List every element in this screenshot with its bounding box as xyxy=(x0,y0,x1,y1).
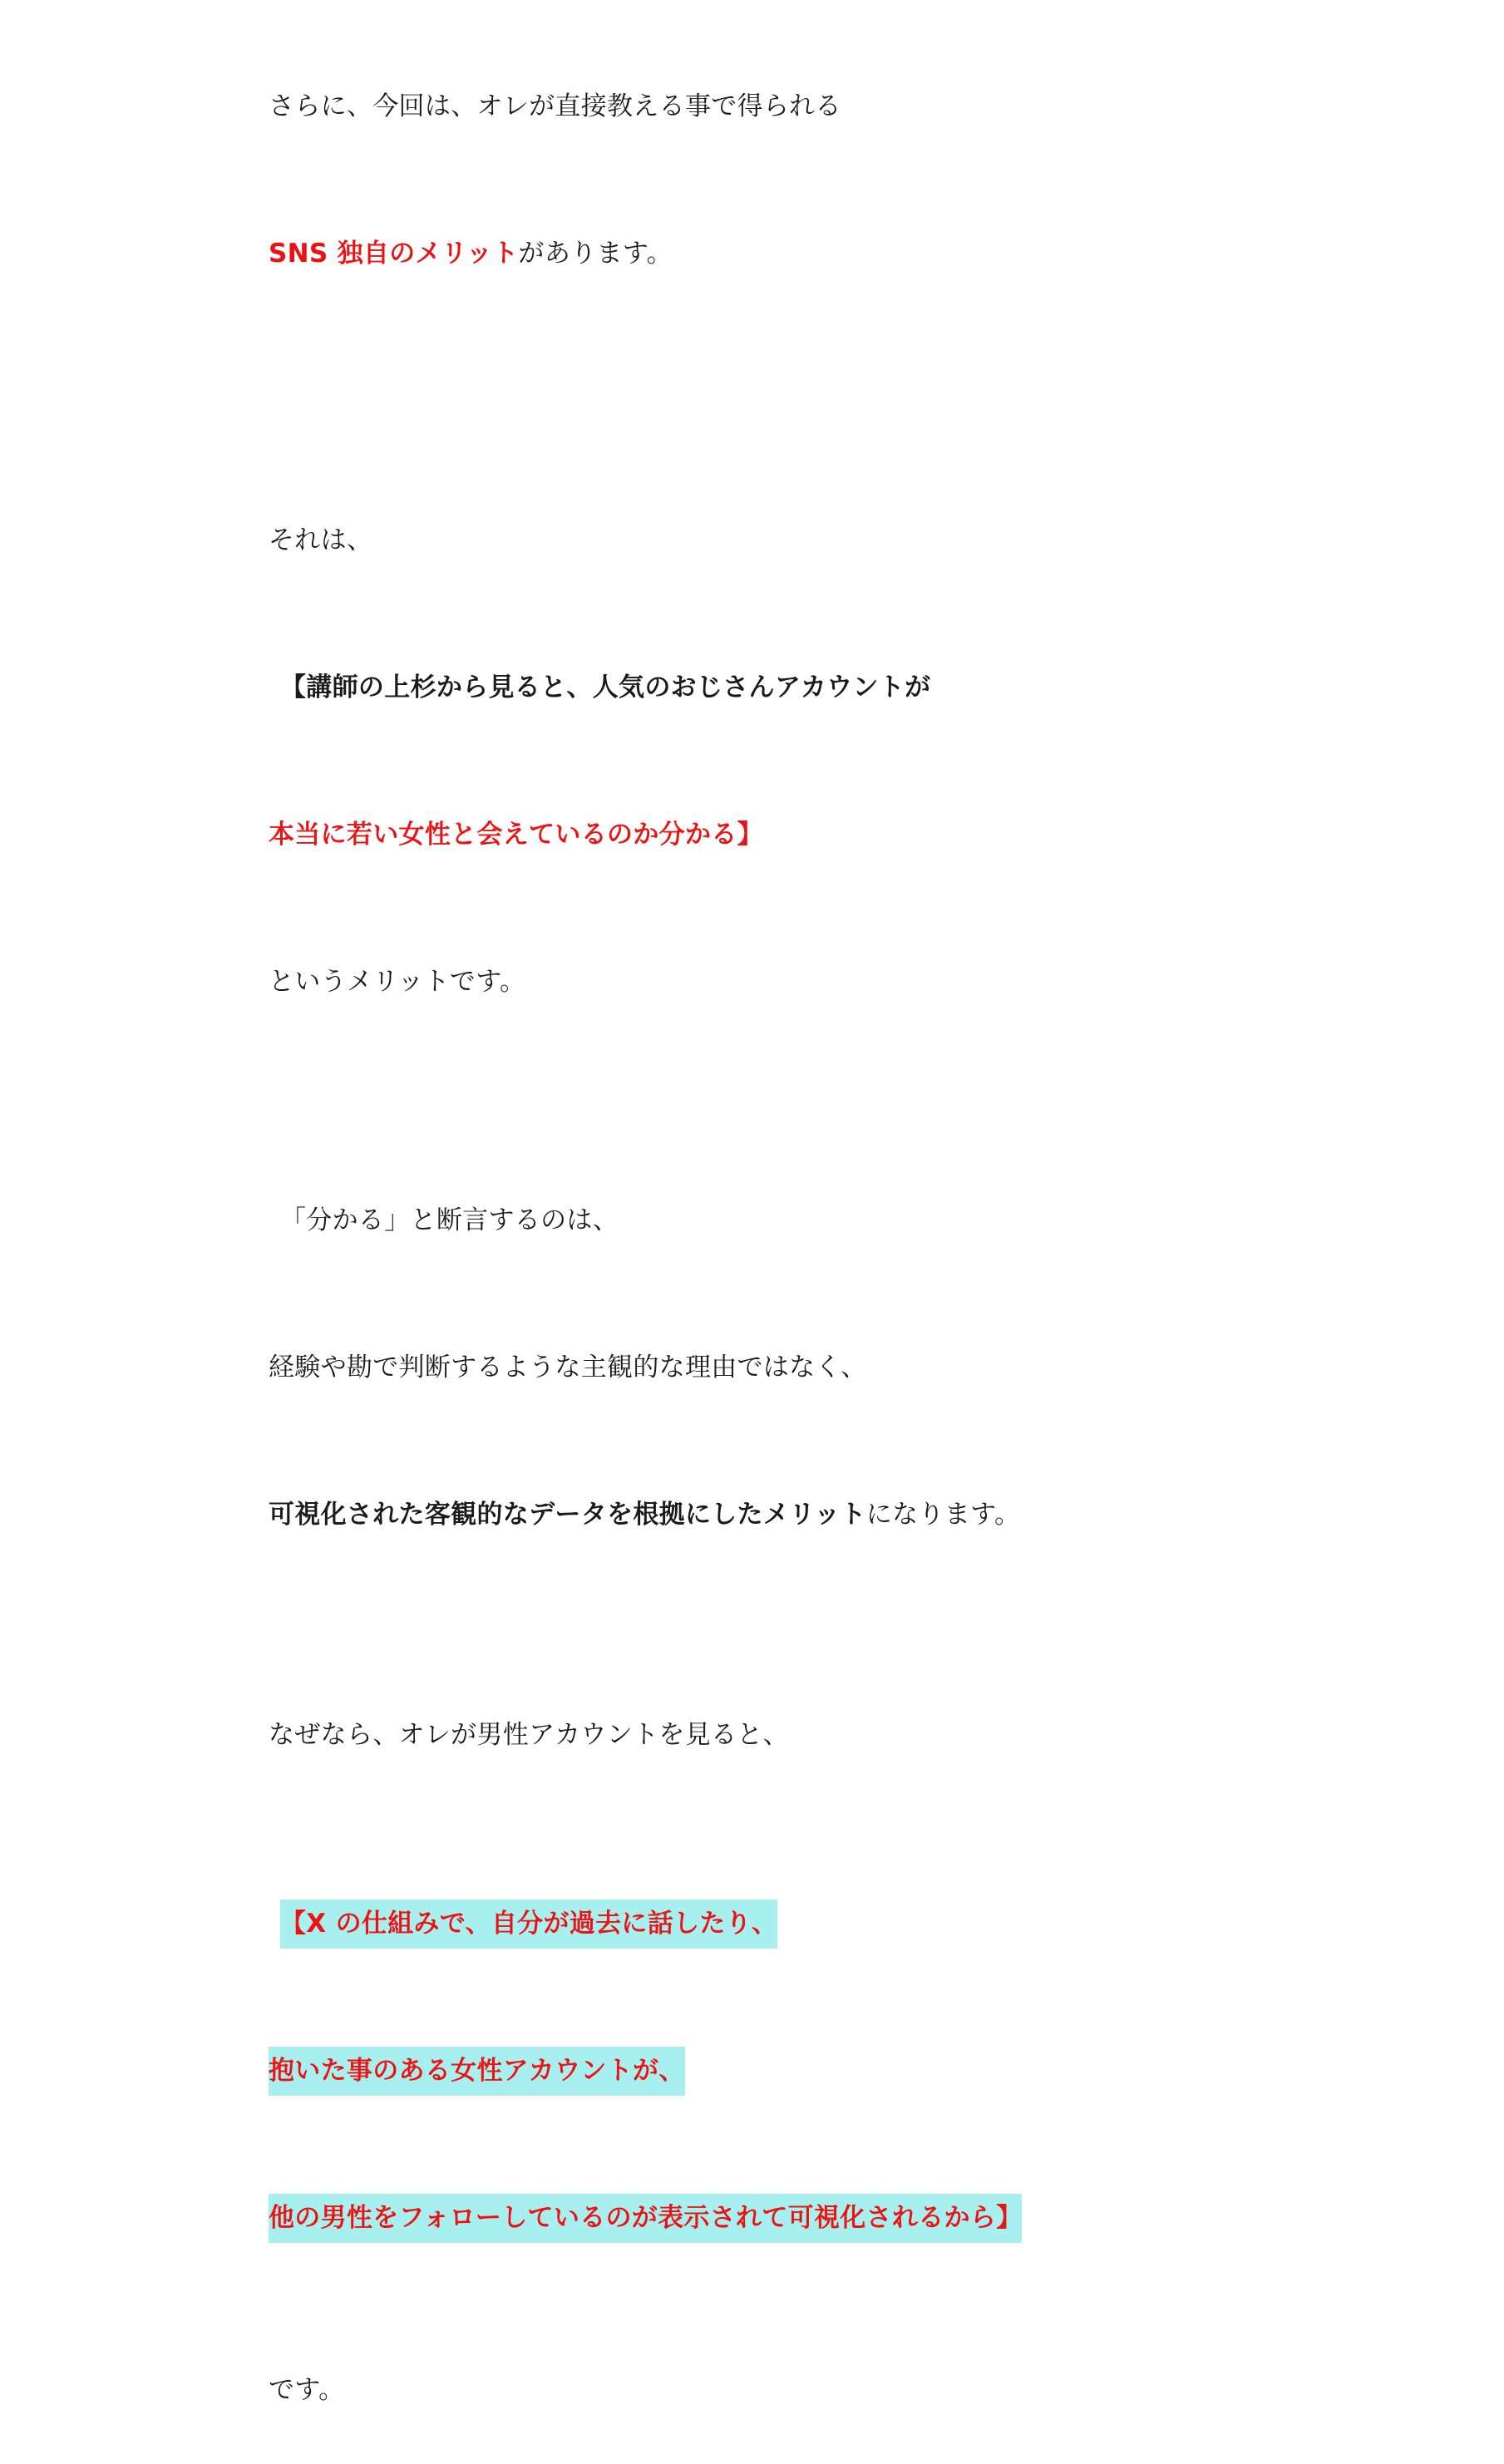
spacer xyxy=(0,328,1504,467)
paragraph-merit xyxy=(0,467,1504,1056)
text-line-highlighted xyxy=(218,1850,1404,1998)
line-segment-emphasis: 【講師の上杉から見ると、人気のおじさんアカウントが xyxy=(279,673,931,702)
line-segment-emphasis: SNS 独自のメリット xyxy=(268,239,519,269)
spacer xyxy=(0,1056,1504,1147)
text-line xyxy=(218,1294,1404,1441)
line-segment: です。 xyxy=(268,2375,345,2405)
text-line xyxy=(218,761,1404,909)
text-line xyxy=(218,1147,1404,1294)
line-segment: 経験や勘で判断するような主観的な理由ではなく、 xyxy=(268,1353,867,1382)
paragraph-highlighted xyxy=(0,1850,1504,2292)
text-line-highlighted xyxy=(218,1998,1404,2145)
spacer xyxy=(0,1589,1504,1662)
line-segment-highlight: 【X の仕組みで、自分が過去に話したり、 xyxy=(280,1900,777,1949)
text-line xyxy=(218,1441,1404,1589)
line-segment: というメリットです。 xyxy=(268,967,526,997)
paragraph-intro xyxy=(0,33,1504,328)
spacer xyxy=(0,1809,1504,1850)
line-segment: があります。 xyxy=(518,239,673,269)
line-segment-emphasis: 可視化された客観的なデータを根拠にしたメリット xyxy=(268,1500,866,1530)
line-segment: 「分かる」と断言するのは、 xyxy=(279,1205,619,1235)
line-segment: さらに、今回は、オレが直接教える事で得られる xyxy=(268,91,841,121)
line-segment: それは、 xyxy=(268,525,373,555)
text-line xyxy=(218,467,1404,614)
line-segment: になります。 xyxy=(865,1500,1021,1530)
paragraph-closing xyxy=(0,2317,1504,2464)
text-line xyxy=(218,2317,1404,2464)
text-line-highlighted xyxy=(218,2145,1404,2292)
text-line xyxy=(218,180,1404,328)
spacer xyxy=(0,2292,1504,2317)
text-line xyxy=(218,614,1404,761)
line-segment: なぜなら、オレが男性アカウントを見ると、 xyxy=(268,1720,789,1750)
text-line xyxy=(218,33,1404,180)
line-segment-highlight: 他の男性をフォローしているのが表示されて可視化されるから】 xyxy=(269,2194,1022,2243)
text-line xyxy=(218,909,1404,1056)
text-line xyxy=(218,1662,1404,1809)
paragraph-because xyxy=(0,1662,1504,1809)
line-segment-emphasis: 本当に若い女性と会えているのか分かる】 xyxy=(268,820,763,850)
paragraph-reason xyxy=(0,1147,1504,1589)
line-segment-highlight: 抱いた事のある女性アカウントが、 xyxy=(269,2047,685,2096)
